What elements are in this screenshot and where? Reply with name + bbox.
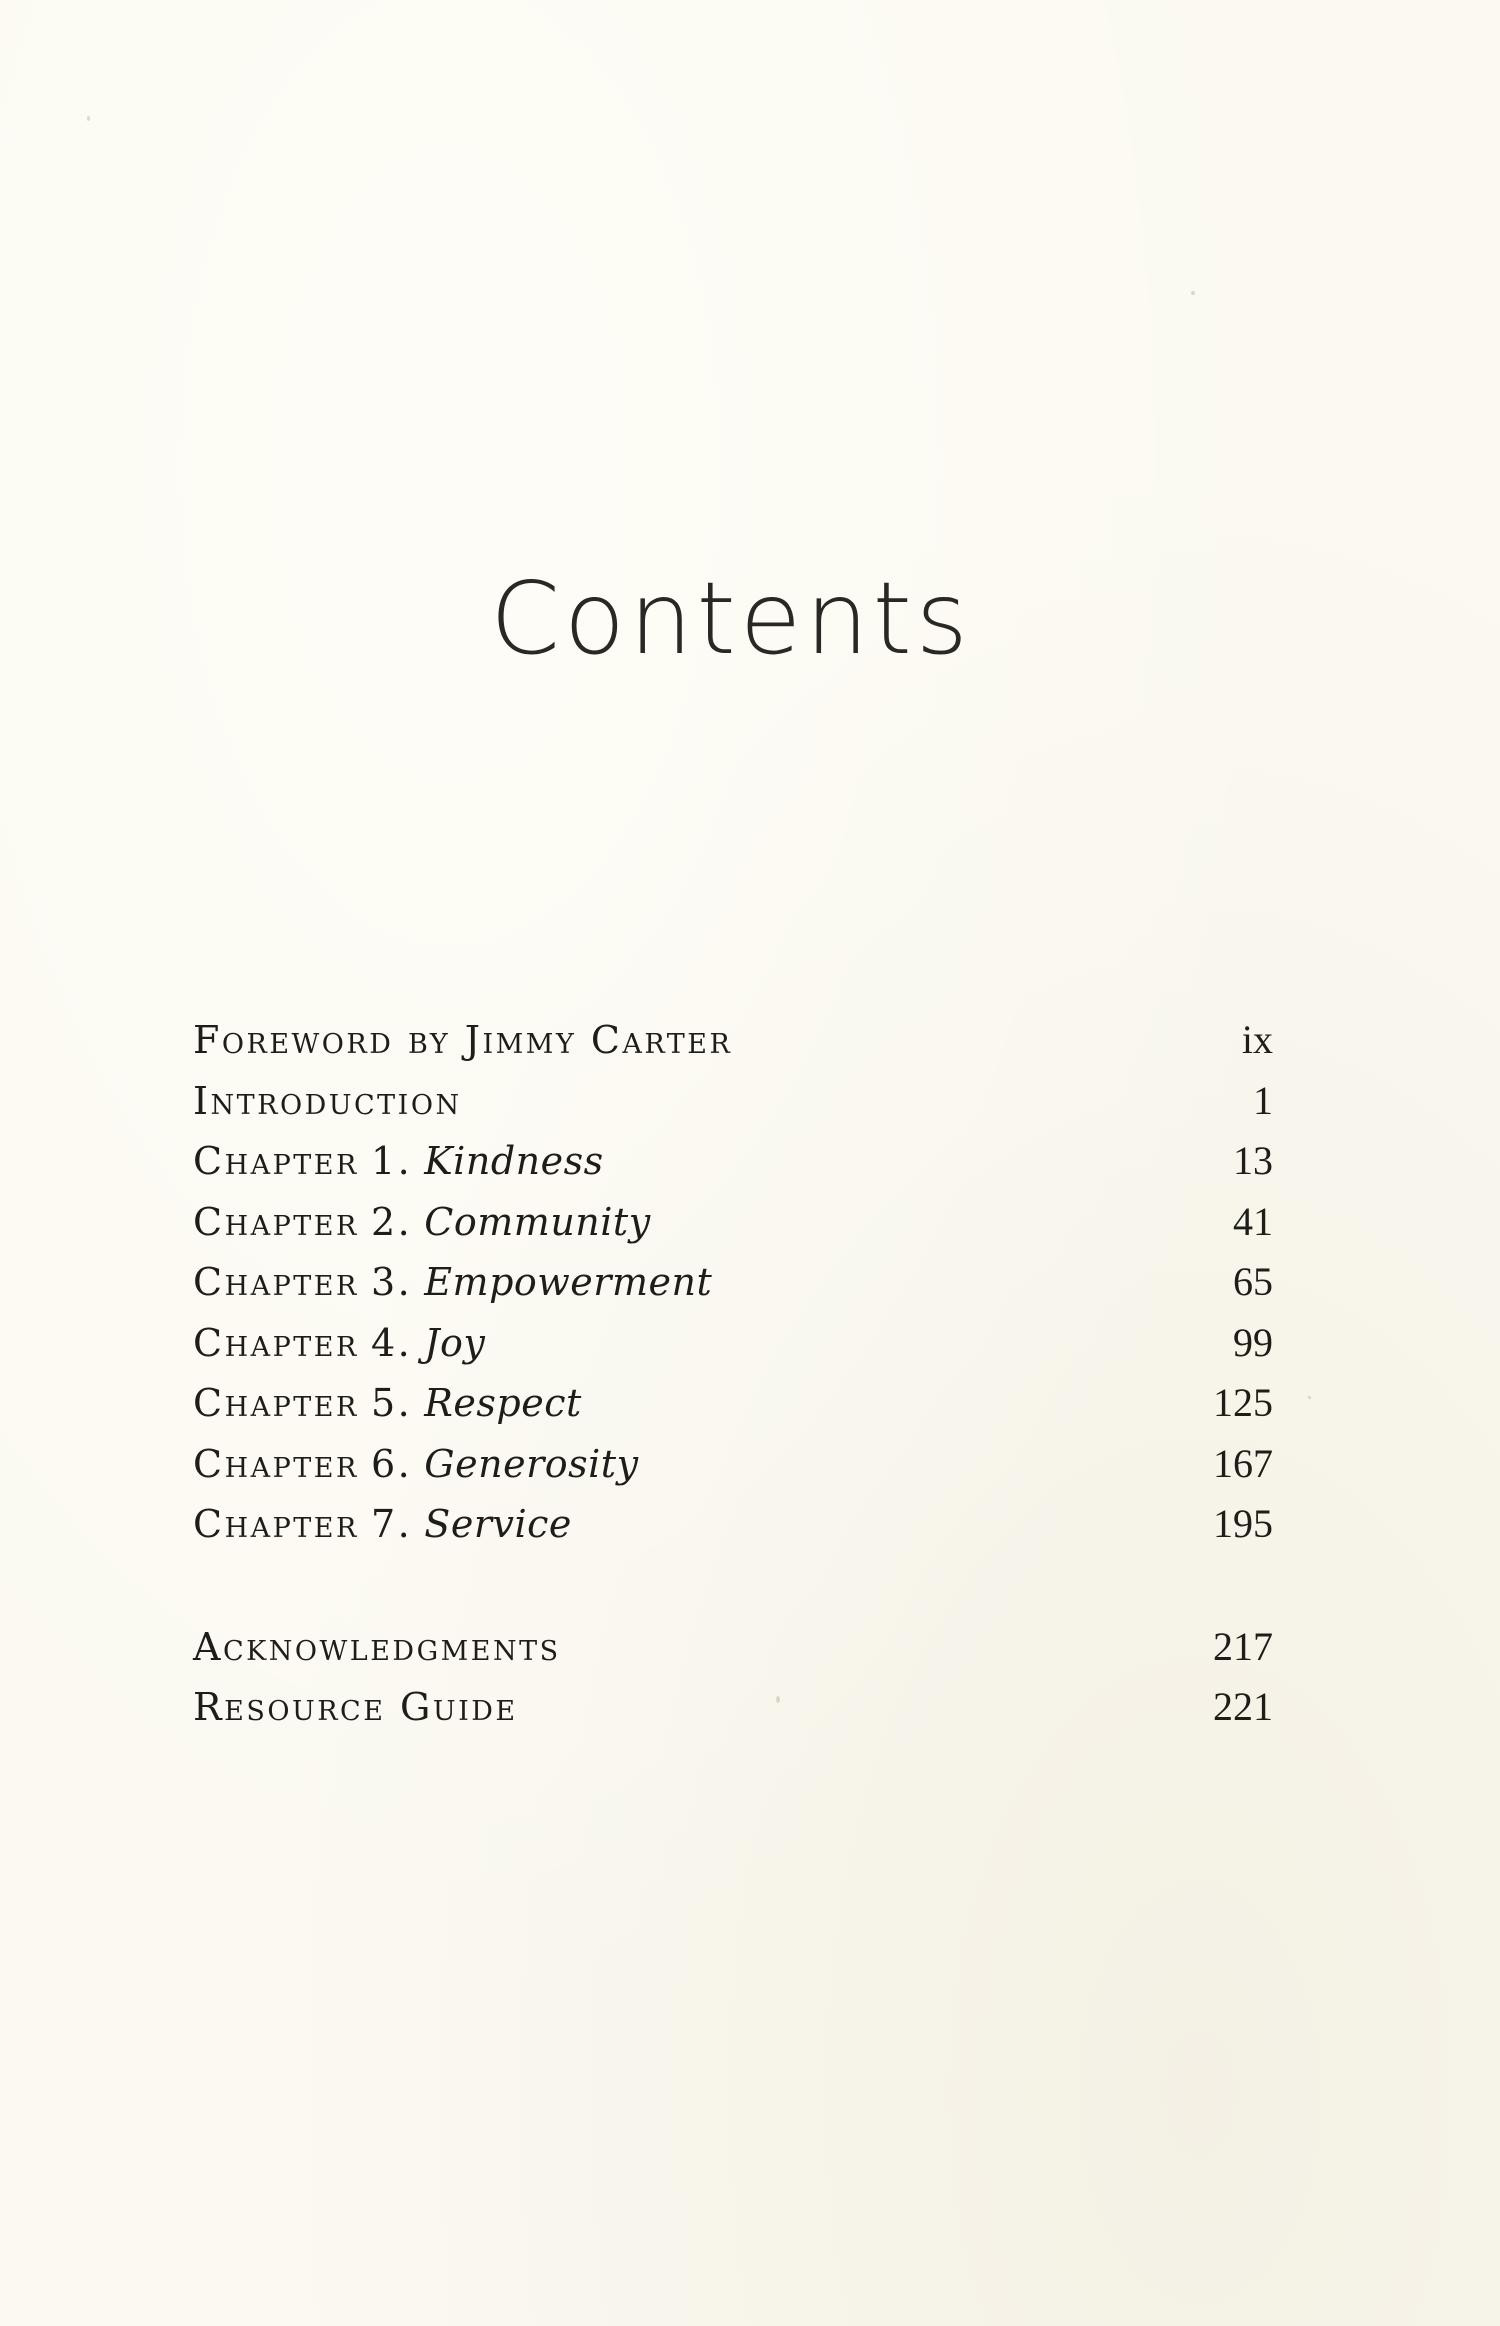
chapter-number: 2. (370, 1199, 413, 1244)
toc-entry-chapter-6 (193, 1434, 1273, 1495)
toc-entry-label: Introduction (193, 1078, 462, 1123)
toc-page-number: 167 (1213, 1440, 1273, 1486)
chapter-title: Respect (424, 1381, 582, 1425)
toc-entry-chapter-5 (193, 1373, 1273, 1434)
toc-entry-label: Chapter (193, 1502, 359, 1546)
chapter-number: 6. (370, 1441, 413, 1486)
chapter-title: Joy (424, 1320, 486, 1365)
chapter-number: 5. (370, 1381, 413, 1425)
toc-entry-foreword (193, 1010, 1273, 1071)
paper-speck (87, 116, 90, 121)
toc-page-number: 221 (1213, 1684, 1273, 1729)
toc-entry-label: Chapter (193, 1139, 359, 1183)
toc-entry-chapter-7 (193, 1494, 1273, 1555)
toc-entry-label: Foreword by Jimmy Carter (193, 1018, 733, 1062)
toc-entry-introduction (193, 1071, 1273, 1132)
toc-page-number: 195 (1213, 1501, 1273, 1546)
toc-page-number: 13 (1233, 1138, 1273, 1183)
toc-entry-label: Chapter (193, 1260, 359, 1304)
toc-entry-acknowledgments (193, 1617, 1273, 1678)
toc-page-number: 99 (1233, 1319, 1273, 1365)
chapter-title: Community (424, 1199, 651, 1244)
page-title: Contents (490, 560, 972, 677)
toc-entry-label: Resource Guide (193, 1685, 518, 1729)
paper-speck (1191, 291, 1195, 295)
chapter-number: 7. (370, 1502, 413, 1546)
toc-entry-chapter-1 (193, 1131, 1273, 1192)
toc-entry-chapter-4 (193, 1313, 1273, 1374)
toc-entry-label: Chapter (193, 1381, 359, 1425)
toc-entry-chapter-2 (193, 1192, 1273, 1253)
paper-speck (776, 1696, 780, 1703)
toc-page-number: ix (1241, 1017, 1273, 1062)
toc-page-number: 125 (1213, 1380, 1273, 1425)
section-spacer (193, 1555, 1273, 1617)
toc-entry-label: Chapter (193, 1441, 359, 1486)
chapter-number: 3. (370, 1260, 413, 1304)
toc-entry-resource-guide (193, 1677, 1273, 1738)
toc-page-number: 1 (1253, 1077, 1273, 1123)
chapter-number: 1. (370, 1139, 413, 1183)
chapter-title: Service (424, 1502, 572, 1546)
toc-entry-label: Chapter (193, 1320, 359, 1365)
chapter-title: Generosity (424, 1441, 639, 1486)
table-of-contents (193, 1010, 1273, 1738)
toc-entry-chapter-3 (193, 1252, 1273, 1313)
toc-page-number: 217 (1213, 1623, 1273, 1669)
paper-speck (1308, 1396, 1311, 1399)
toc-entry-label: Acknowledgments (193, 1624, 561, 1669)
chapter-number: 4. (370, 1320, 413, 1365)
toc-entry-label: Chapter (193, 1199, 359, 1244)
chapter-title: Kindness (424, 1139, 604, 1183)
toc-page-number: 41 (1233, 1198, 1273, 1244)
toc-page-number: 65 (1233, 1259, 1273, 1304)
chapter-title: Empowerment (424, 1260, 713, 1304)
